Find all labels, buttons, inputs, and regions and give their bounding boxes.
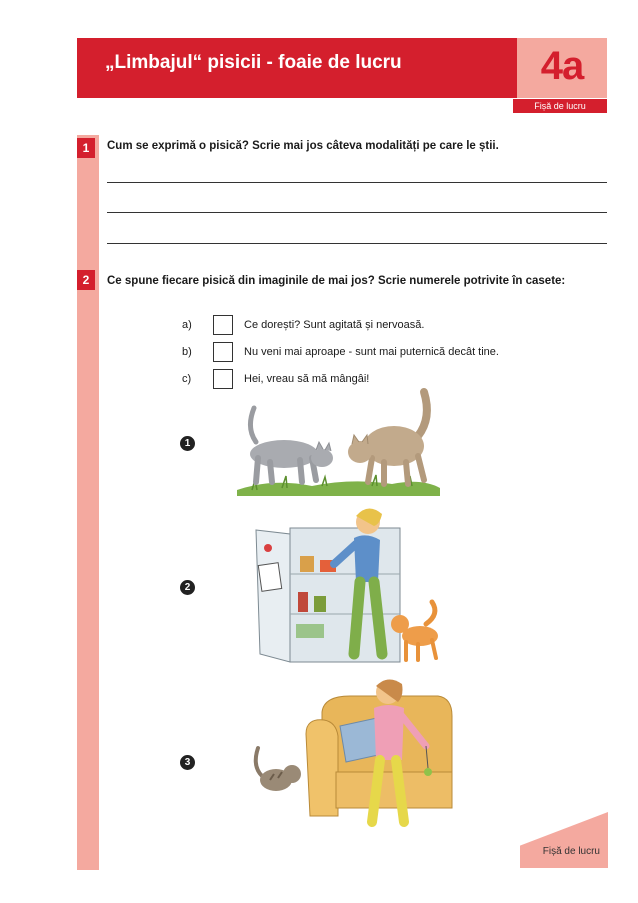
footer-label: Fișă de lucru [542,846,600,857]
answer-line-2[interactable] [107,212,607,213]
two-cats-facing-icon [232,378,442,500]
exercise-2-number: 2 [77,270,95,290]
title-banner [77,38,517,98]
girl-sofa-cat-icon [240,676,460,832]
exercise-1-question: Cum se exprimă o pisică? Scrie mai jos câteva modalități pe care le știi. [107,140,499,152]
answer-line-3[interactable] [107,243,607,244]
worksheet-code: 4a [540,44,584,88]
picture-2-number: 2 [180,580,195,595]
option-c-text: Hei, vreau să mă mângâi! [244,373,370,385]
boy-fridge-cat-icon [250,504,450,666]
exercise-1-number: 1 [77,138,95,158]
page-title: „Limbajul“ pisicii - foaie de lucru [105,52,402,73]
option-a-text: Ce dorești? Sunt agitată și nervoasă. [244,319,425,331]
option-b-text: Nu veni mai aproape - sunt mai puternică decât tine. [244,346,499,358]
footer-tab [520,812,608,868]
worksheet-tag: Fișă de lucru [513,99,607,113]
answer-line-1[interactable] [107,182,607,183]
picture-1-number: 1 [180,436,195,451]
option-c-answer-box[interactable] [213,369,233,389]
worksheet-code-box [517,38,607,98]
picture-3-number: 3 [180,755,195,770]
exercise-2-question: Ce spune fiecare pisică din imaginile de mai jos? Scrie numerele potrivite în casete: [107,275,566,287]
option-b-letter: b) [182,346,192,358]
option-a-answer-box[interactable] [213,315,233,335]
option-c-letter: c) [182,373,192,385]
option-a-letter: a) [182,319,192,331]
option-b-answer-box[interactable] [213,342,233,362]
side-stripe [77,135,99,870]
